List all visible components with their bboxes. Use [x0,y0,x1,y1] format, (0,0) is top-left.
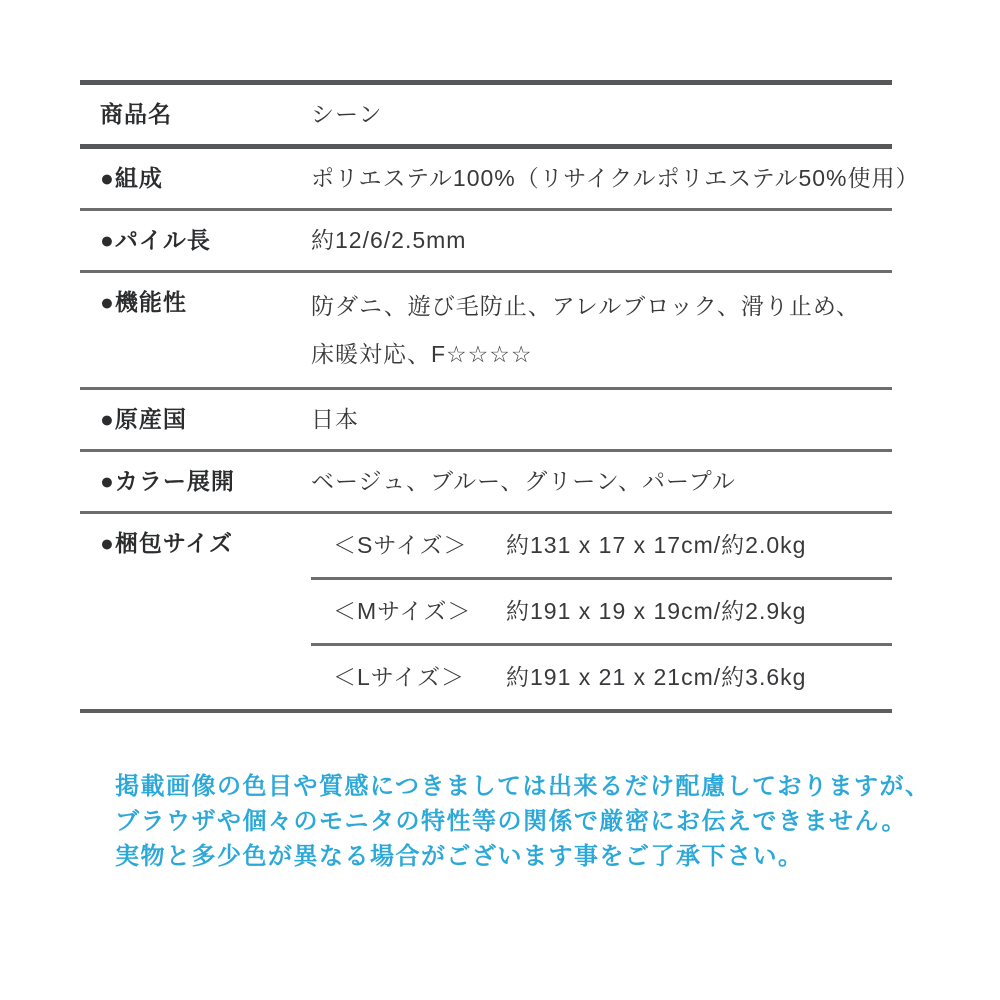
spec-value-pile-length: 約12/6/2.5mm [311,227,467,253]
packing-size-m-dimensions: 約191 x 19 x 19cm/約2.9kg [506,598,807,624]
packing-size-l-label: ＜Lサイズ＞ [333,664,465,690]
spec-value-functionality [311,273,892,387]
packing-size-s-dimensions: 約131 x 17 x 17cm/約2.0kg [506,532,807,558]
packing-size-row-m [311,577,892,643]
spec-row-country-of-origin [80,387,892,449]
spec-row-color-lineup [80,449,892,511]
spec-value-packing-size [311,514,892,709]
spec-label-composition: ●組成 [100,165,163,191]
spec-label-packing-size: ●梱包サイズ [100,530,234,556]
spec-value-country-of-origin: 日本 [311,406,359,432]
disclaimer-line-3: 実物と多少色が異なる場合がございます事をご了承下さい。 [115,843,804,870]
spec-label-country-of-origin: ●原産国 [100,406,187,432]
spec-label-functionality: ●機能性 [100,289,187,315]
packing-size-s-label: ＜Sサイズ＞ [333,532,468,558]
product-spec-table [80,80,920,713]
packing-size-m-label: ＜Mサイズ＞ [333,598,472,624]
packing-size-l-dimensions: 約191 x 21 x 21cm/約3.6kg [506,664,807,690]
spec-label-pile-length: ●パイル長 [100,227,211,253]
packing-size-row-l [311,643,892,709]
spec-row-composition [80,144,920,208]
spec-value-product-name: シーン [311,101,383,127]
spec-label-product-name: 商品名 [100,101,172,127]
disclaimer-line-1: 掲載画像の色目や質感につきましては出来るだけ配慮しておりますが、 [115,773,931,800]
packing-size-row-s [311,514,892,577]
functionality-line-2: 床暖対応、F☆☆☆☆ [311,341,533,367]
spec-row-product-name [80,85,892,144]
functionality-line-1: 防ダニ、遊び毛防止、アレルブロック、滑り止め、 [311,293,860,319]
disclaimer-line-2: ブラウザや個々のモニタの特性等の関係で厳密にお伝えできません。 [115,808,907,835]
spec-row-packing-size [80,511,892,709]
spec-row-pile-length [80,208,892,270]
color-disclaimer-note [115,769,931,874]
spec-row-functionality [80,270,892,387]
spec-value-composition: ポリエステル100%（リサイクルポリエステル50%使用） [311,165,920,191]
spec-label-color-lineup: ●カラー展開 [100,468,235,494]
spec-value-color-lineup: ベージュ、ブルー、グリーン、パープル [311,468,736,494]
